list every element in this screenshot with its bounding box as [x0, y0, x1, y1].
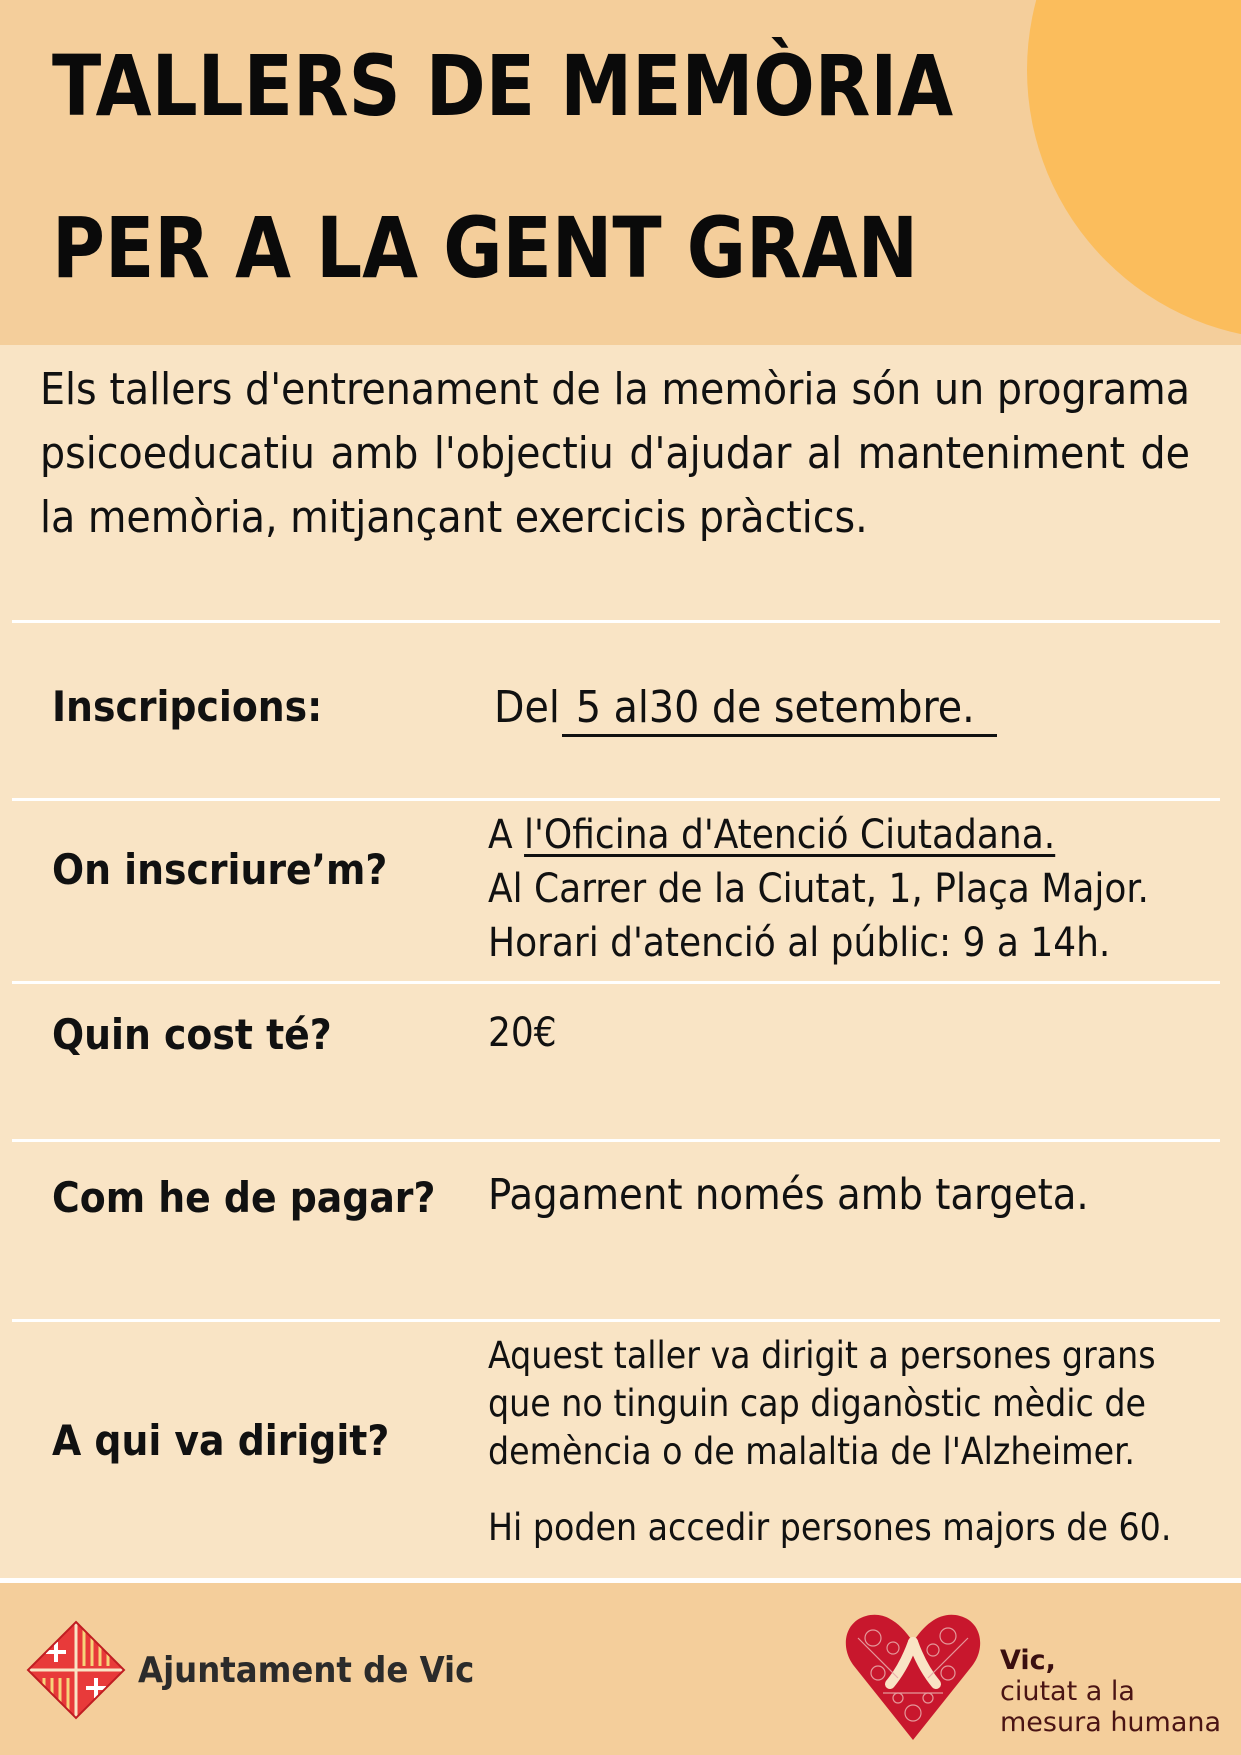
audience-line-4: Hi poden accedir persones majors de 60. — [488, 1506, 1172, 1549]
registration-mid: al — [613, 682, 649, 733]
intro-paragraph: Els tallers d'entrenament de la memòria són un programa psicoeducatiu amb l'objectiu d'ajudar al manteniment de la memòria, mitjançant exercicis pràctics. — [40, 364, 1190, 543]
ajuntament-name: Ajuntament de Vic — [138, 1650, 475, 1691]
divider — [12, 798, 1220, 801]
title-line-2: PER A LA GENT GRAN — [52, 199, 919, 297]
where-line-1-prefix: A — [488, 812, 513, 858]
tagline-line-2: ciutat a la — [1000, 1676, 1135, 1707]
divider — [12, 1139, 1220, 1142]
sun-decoration — [1027, 0, 1241, 340]
registration-dates — [494, 682, 975, 733]
registration-label: Inscripcions: — [52, 682, 323, 731]
registration-underline — [562, 734, 997, 737]
ajuntament-vic-crest-icon — [26, 1620, 126, 1724]
cost-label: Quin cost té? — [52, 1010, 332, 1059]
registration-suffix: de setembre. — [711, 682, 975, 733]
tagline-line-3: mesura humana — [1000, 1707, 1222, 1738]
vic-heart-logo-icon — [838, 1608, 988, 1752]
payment-label: Com he de pagar? — [52, 1173, 436, 1222]
title-line-1: TALLERS DE MEMÒRIA — [52, 37, 954, 135]
tagline-line-1: Vic, — [1000, 1645, 1056, 1676]
vic-tagline — [1000, 1645, 1221, 1738]
where-line-3: Horari d'atenció al públic: 9 a 14h. — [488, 920, 1111, 966]
audience-label: A qui va dirigit? — [52, 1416, 390, 1465]
audience-line-3: demència o de malaltia de l'Alzheimer. — [488, 1430, 1135, 1473]
divider — [12, 1319, 1220, 1322]
audience-line-1: Aquest taller va dirigit a persones grans — [488, 1334, 1156, 1377]
where-line-2: Al Carrer de la Ciutat, 1, Plaça Major. — [488, 866, 1149, 912]
divider — [12, 620, 1220, 623]
registration-prefix: Del — [494, 682, 560, 733]
audience-line-2: que no tinguin cap diganòstic mèdic de — [488, 1382, 1146, 1425]
divider — [12, 981, 1220, 984]
registration-day-start: 5 — [575, 682, 602, 733]
payment-value: Pagament només amb targeta. — [488, 1170, 1089, 1220]
where-label: On inscriure’m? — [52, 845, 388, 894]
registration-day-end: 30 — [648, 682, 700, 733]
where-line-1 — [488, 808, 1055, 862]
office-link[interactable]: l'Oficina d'Atenció Ciutadana. — [524, 812, 1056, 858]
cost-value: 20€ — [488, 1010, 557, 1056]
